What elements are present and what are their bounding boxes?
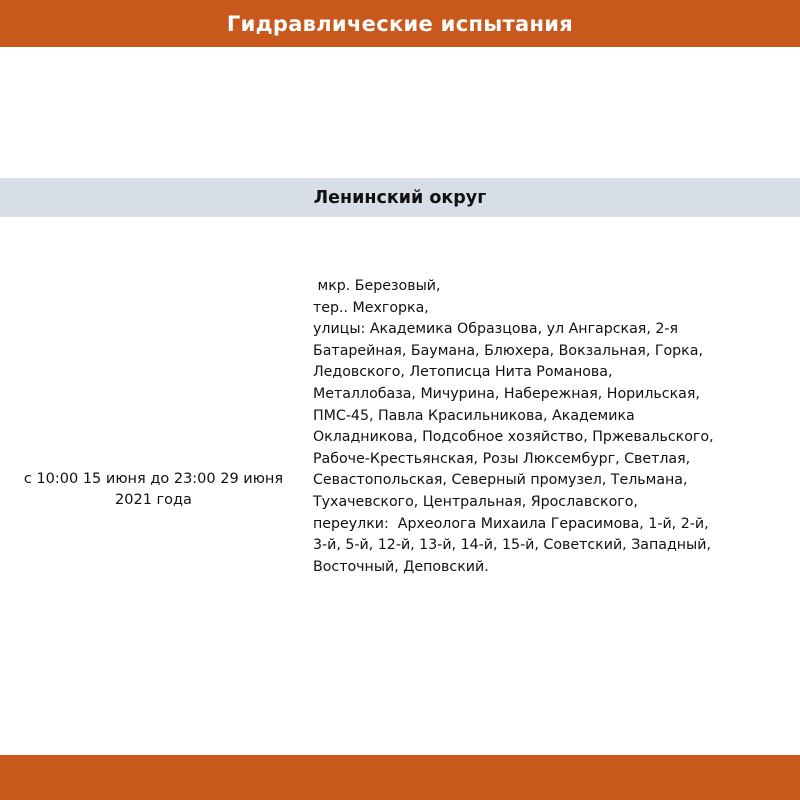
address-line: переулки: Археолога Михаила Герасимова, 1-й, 2-й, [313, 515, 709, 532]
address-line: мкр. Березовый, [313, 278, 441, 294]
address-line: Севастопольская, Северный промузел, Тельмана, [313, 472, 688, 489]
schedule-row [0, 217, 800, 755]
period-cell [0, 217, 307, 755]
address-line: улицы: Академика Образцова, ул Ангарская, 2-я [313, 321, 679, 338]
address-line: Окладникова, Подсобное хозяйство, Пржевальского, [313, 429, 714, 446]
footer-banner [0, 755, 800, 800]
address-line: 3-й, 5-й, 12-й, 13-й, 14-й, 15-й, Советский, Западный, [313, 537, 711, 554]
period-line: 2021 года [115, 492, 192, 508]
district-header [0, 178, 800, 217]
address-line: Восточный, Деповский. [313, 558, 489, 575]
header-banner [0, 0, 800, 47]
address-line: Тухачевского, Центральная, Ярославского, [313, 493, 638, 510]
address-line: Ледовского, Летописца Нита Романова, [313, 364, 613, 381]
address-line: тер.. Мехгорка, [313, 299, 429, 316]
addresses-cell [313, 276, 800, 578]
address-line: Батарейная, Баумана, Блюхера, Вокзальная, Горка, [313, 342, 703, 359]
address-line: ПМС-45, Павла Красильникова, Академика [313, 407, 635, 424]
address-line: Рабоче-Крестьянская, Розы Люксембург, Светлая, [313, 450, 691, 467]
address-line: Металлобаза, Мичурина, Набережная, Норильская, [313, 385, 700, 402]
district-name: Ленинский округ [313, 187, 487, 208]
period-text [4, 469, 304, 511]
period-line: с 10:00 15 июня до 23:00 29 июня [23, 471, 284, 487]
page-title: Гидравлические испытания [226, 11, 574, 36]
